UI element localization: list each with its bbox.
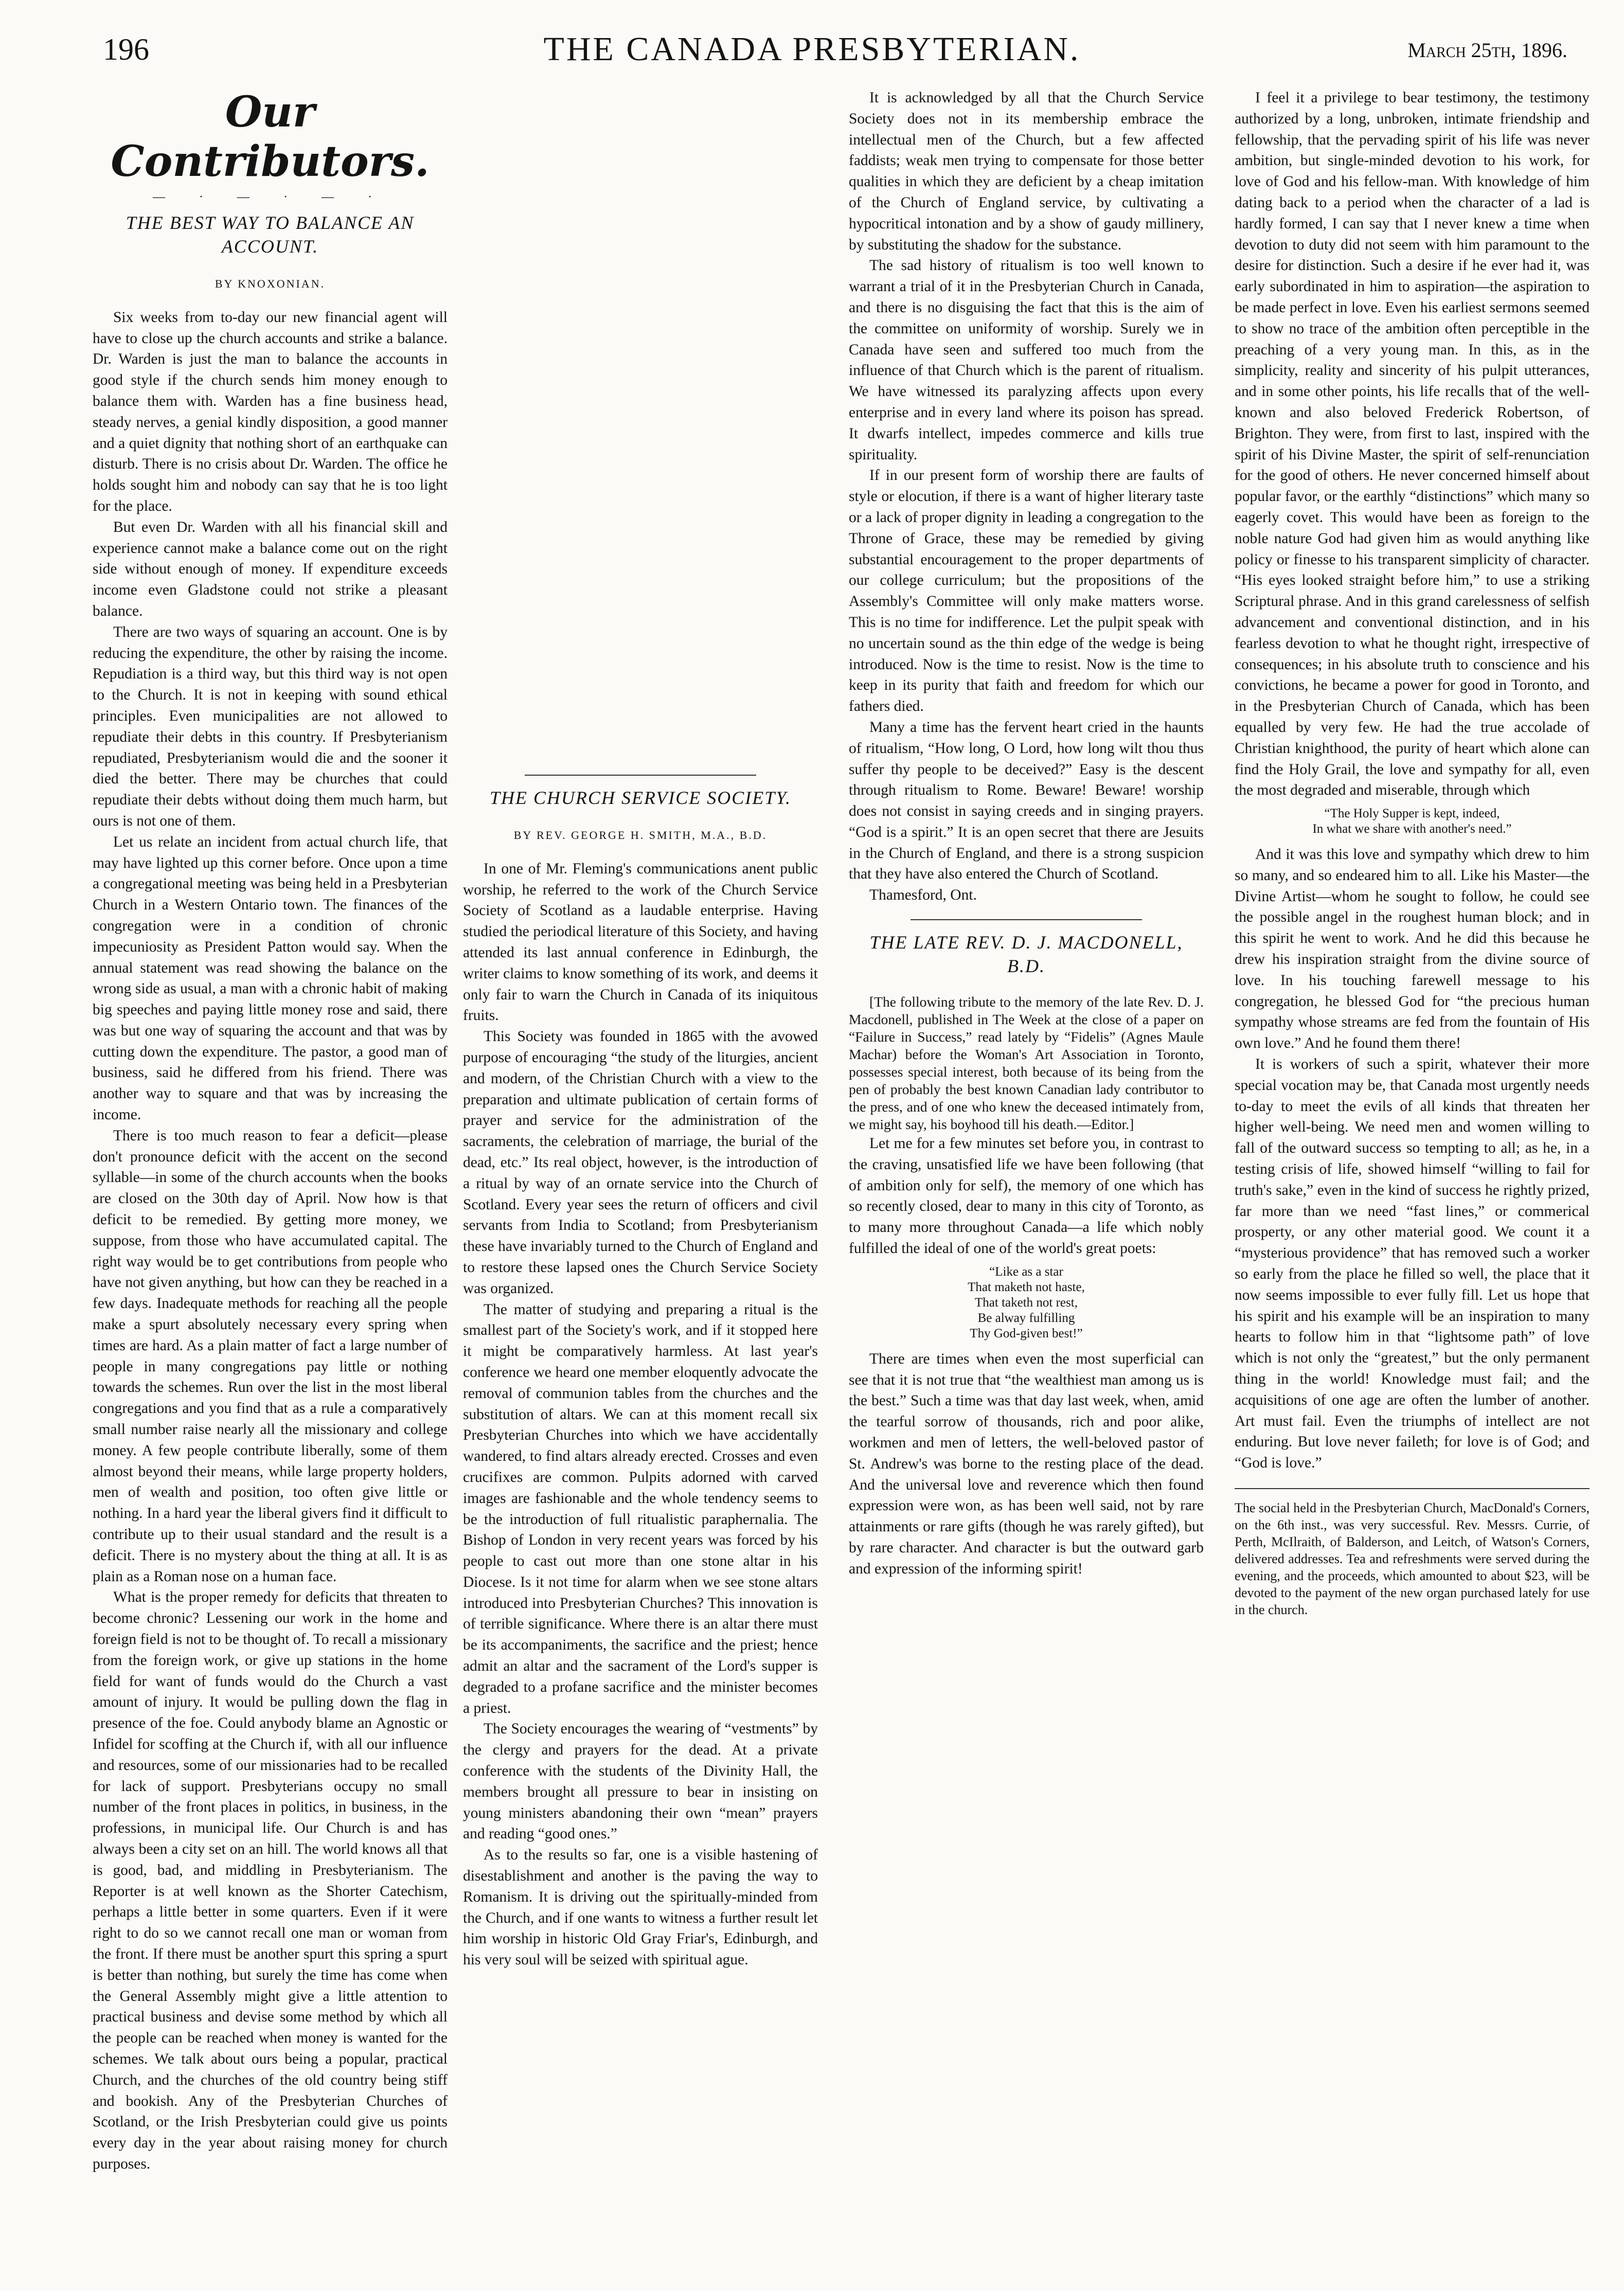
page-header [0,0,1624,77]
paragraph: There are two ways of squaring an account. One is by reducing the expenditure, the other by raising the income. Repudiation is a third way, but this third way is not open to the Church. It is not in keeping with sound ethical principles. Even municipalities are not allowed to repudiate their debts in this country. If Presbyterianism repudiated, Presbyterianism would die and the sooner it died the better. There may be churches that could repudiate their debts without doing them much harm, but ours is not one of them. [93,623,448,829]
section-heading: Our Contributors. [111,87,430,186]
verse-quote [849,1264,1204,1341]
paragraph: There are times when even the most superficial can see that it is not true that “the wealthiest man among us is the best.” Such a time was that day last week, when, amid the tearful sorrow of thousands, rich and poor alike, workmen and men of letters, the well-beloved pastor of St. Andrew's was borne to the resting place of the dead. And the universal love and reverence which then found expression were won, as has been well said, not by rare attainments or rare gifts (though he was rarely gifted), but by rare character. And character is but the outward garb and expression of the informing spirit! [849,1350,1204,1577]
divider-rule [911,919,1142,920]
verse-line: That taketh not rest, [975,1295,1078,1310]
article-title: THE BEST WAY TO BALANCE AN ACCOUNT. [126,212,415,257]
editor-intro: [The following tribute to the memory of the late Rev. D. J. Macdonell, published in The Week at the close of a paper on “Failure in Success,” read lately by “Fidelis” (Agnes Maule Machar) before the Woman's Art Association in Toronto, possesses special interest, both because of its being from the pen of probably the best known Canadian lady contributor to the press, and of one who knew the deceased intimately from, we might say, his boyhood till his death.—Editor.] [849,994,1204,1133]
verse-line: “The Holy Supper is kept, indeed, [1324,807,1500,821]
divider-rule [525,775,756,776]
paragraph: As to the results so far, one is a visible hastening of disestablishment and another is the paving the way to Romanism. It is driving out the spiritually-minded from the Church, and if one wants to witness a further result let him worship in historic Old Gray Friar's, Edinburgh, and his very soul will be seized with spiritual ague. [463,1847,818,1968]
verse-line: Be alway fulfilling [977,1311,1075,1325]
paragraph: Let me for a few minutes set before you, in contrast to the craving, unsatisfied life we have been following (that of ambition only for self), the memory of one which has so recently closed, dear to many in this city of Toronto, as to many more throughout Canada—a life which nobly fulfilled the ideal of one of the world's great poets: [849,1135,1204,1257]
paragraph: Many a time has the fervent heart cried in the haunts of ritualism, “How long, O Lord, how long wilt thou thus suffer thy people to be deceived?” Easy is the descent through ritualism to Rome. Beware! Beware! worship does not consist in saying creeds and in singing prayers. “God is a spirit.” It is an open secret that there are Jesuits in the Church of England, and there is a strong suspicion that they have also entered the Church of Scotland. [849,719,1204,883]
continued-text-spacer [463,87,818,761]
paragraph: Six weeks from to-day our new financial agent will have to close up the church accounts and strike a balance. Dr. Warden is just the man to balance the accounts in good style if the church sends him money enough to balance them with. Warden has a fine business head, steady nerves, a genial kindly disposition, a good manner and a quiet dignity that nothing short of an earthquake can disturb. There is no crisis about Dr. Warden. The office he holds sought him and nobody can say that he is too light for the place. [93,309,448,514]
article-title: THE LATE REV. D. J. MACDONELL, B.D. [869,932,1183,977]
paragraph: If in our present form of worship there are faults of style or elocution, if there is a want of higher literary taste or a lack of proper dignity in leading a congregation to the Throne of Grace, these may be remedied by giving substantial encouragement to the proper departments of our college curriculum; but the propositions of the Assembly's Committee will only make matters worse. This is no time for indifference. Let the pulpit speak with no uncertain sound as the thin edge of the wedge is being introduced. Now is the time to resist. Now is the time to keep in its purity that faith and freedom for which our fathers died. [849,467,1204,715]
church-notice: The social held in the Presbyterian Church, MacDonald's Corners, on the 6th inst., was very successful. Rev. Messrs. Currie, of Perth, McIlraith, of Balderson, and Leitch, of Watson's Corners, delivered addresses. Tea and refreshments were served during the evening, and the proceeds, which amounted to about $23, will be devoted to the payment of the new organ purchased lately for use in the church. [1235,1488,1590,1618]
paragraph: In one of Mr. Fleming's communications anent public worship, he referred to the work of the Church Service Society of Scotland as a laudable enterprise. Having studied the periodical literature of this Society, and having attended its last annual conference in Edinburgh, the writer claims to know something of its work, and deems it only fair to warn the Church in Canada of its iniquitous fruits. [463,860,818,1024]
article-signoff: Thamesford, Ont. [869,887,977,904]
verse-line: In what we share with another's need.” [1312,822,1512,836]
running-title: THE CANADA PRESBYTERIAN. [543,30,1081,68]
verse-line: “Like as a star [989,1264,1063,1279]
column-2 [463,87,818,2268]
article-title: THE CHURCH SERVICE SOCIETY. [489,787,792,808]
verse-line: Thy God-given best!” [970,1326,1083,1340]
ornament-divider: — · — · — · [153,190,387,204]
column-3 [849,87,1204,2268]
paragraph: And it was this love and sympathy which drew to him so many, and so endeared him to all. Like his Master—the Divine Artist—whom he sought to follow, he could see the possible angel in the roughest human block; and in this spirit he went to work. And he did this because he drew his inspiration straight from the divine source of love. In his touching farewell message to his congregation, he blessed God for “the precious human sympathy whose streams are fed from the fountain of His own love.” And he found them there! [1235,846,1590,1052]
column-1 [93,87,448,2268]
article-byline: BY KNOXONIAN. [215,277,326,290]
issue-date: March 25th, 1896. [1407,39,1567,62]
paragraph: This Society was founded in 1865 with the avowed purpose of encouraging “the study of the liturgies, ancient and modern, of the Christian Church with a view to the preparation and ultimate publication of certain forms of prayer and service for the administration of the sacraments, the celebration of marriage, the burial of the dead, etc.” Its real object, however, is the introduction of a ritual by way of an ornate service into the Church of Scotland. Every year sees the return of officers and civil servants from India to Scotland; from Presbyterianism these have invariably turned to the Church of England and to restore these lapsed ones the Church Service Society was organized. [463,1028,818,1297]
paragraph: The Society encourages the wearing of “vestments” by the clergy and prayers for the dead. At a private conference with the students of the Divinity Hall, the members brought all pressure to bear in insisting on young ministers abandoning their own “mean” prayers and reading “good ones.” [463,1721,818,1842]
paragraph: The matter of studying and preparing a ritual is the smallest part of the Society's work, and if it stopped here it might be comparatively harmless. At last year's conference we heard one member eloquently advocate the removal of communion tables from the churches and the substitution of altars. We can at this moment recall six Presbyterian Churches into which we have accidentally wandered, to find altars already erected. Crosses and even crucifixes are common. Pulpits adorned with carved images are fashionable and the whole tendency seems to be the introduction of full ritualistic paraphernalia. The Bishop of London in very recent years was forced by his people to cast out more than one stone altar in his Diocese. Is it not time for alarm when we see stone altars introduced into Presbyterian Churches? This innovation is of terrible significance. Where there is an altar there must be its accompaniments, the sacrifice and the priest; hence admit an altar and the sacrament of the Lord's supper is degraded to a profane sacrifice and the minister becomes a priest. [463,1301,818,1716]
page-number: 196 [103,32,149,66]
verse-line: That maketh not haste, [968,1280,1085,1294]
column-4 [1235,87,1590,2268]
paragraph: There is too much reason to fear a deficit—please don't pronounce deficit with the accent on the second syllable—in some of the church accounts when the books are closed on the 30th day of April. Now how is that deficit to be remedied. By getting more money, we suppose, from those who have accumulated capital. The right way would be to get contributions from people who have not given anything, but how can they be reached in a few days. Inadequate methods for reaching all the people make a spurt absolutely necessary every spring when times are hard. As a plain matter of fact a large number of people in many congregations pay little or nothing towards the schemes. Run over the list in the most liberal congregations and you find that as a rule a comparatively small number raise nearly all the missionary and college money. A few people contribute liberally, some of them almost beyond their means, while large property holders, men of wealth and position, too often give little or nothing. In a hard year the liberal givers find it difficult to contribute up to their usual standard and the result is a deficit. There is no mystery about the thing at all. It is as plain as a Roman nose on a human face. [93,1127,448,1585]
paragraph: It is acknowledged by all that the Church Service Society does not in its membership embrace the intellectual men of the Church, but a few affected faddists; weak men trying to compensate for those better qualities in which they are deficient by a cheap imitation of the Church of England service, by cultivating a hypocritical intonation and by a show of gaudy millinery, by substituting the shadow for the substance. [849,90,1204,253]
paragraph: What is the proper remedy for deficits that threaten to become chronic? Lessening our work in the home and foreign field is not to be thought of. To recall a missionary from the foreign work, or give up stations in the home field for want of funds would do the Church a vast amount of injury. It would be pulling down the flag in presence of the foe. Could anybody blame an Agnostic or Infidel for scoffing at the Church if, with all our influence and resources, some of our missionaries had to be recalled for lack of support. Presbyterians occupy no small number of the front places in politics, in business, in the professions, in municipal life. Our Church is and has always been a city set on an hill. The world knows all that is good, bad, and middling in Presbyterianism. The Reporter is at well known as the Shorter Catechism, perhaps a little better in some quarters. Even if it were right to do so we cannot recall one man or woman from the front. If there must be another spurt this spring a spurt is better than nothing, but surely the time has come when the General Assembly might give a little attention to practical business and devise some method by which all the people can be reached when money is wanted for the schemes. We talk about ours being a popular, practical Church, and the churches of the old country being stiff and bookish. Any of the Presbyterian Churches of Scotland, or the Irish Presbyterian could give us points every day in the year about raising money for church purposes. [93,1589,448,2172]
paragraph: I feel it a privilege to bear testimony, the testimony authorized by a long, unbroken, intimate friendship and fellowship, that the pervading spirit of his life was never ambition, but single-minded devotion to his work, for love of God and his fellow-man. With knowledge of him dating back to a period when the character of a lad is hardly formed, I can say that I never knew a time when devotion to duty did not seem with him paramount to the desire for distinction. Such a desire if he ever had it, was early subordinated in him to aspiration—the aspiration to be made perfect in love. Even his earliest sermons seemed to show no trace of the ambition often perceptible in the preaching of a very young man. In this, as in the simplicity, reality and sincerity of his pulpit utterances, and in some other points, his life recalls that of the well-known and also beloved Frederick Robertson, of Brighton. They were, from first to last, inspired with the spirit of his Divine Master, the spirit of self-renunciation for the good of others. He never concerned himself about popular favor, or the earthly “distinctions” which many so eagerly covet. This would have been as foreign to the noble nature God had given him as would anything like policy or finesse to his transparent simplicity of character. “His eyes looked straight before him,” to use a striking Scriptural phrase. And in this grand carelessness of selfish advancement and conventional distinction, and in his fearless devotion to what he thought right, irrespective of consequences; in his absolute truth to conscience and his convictions, he became a power for good in Toronto, and in the Presbyterian Church of Canada, which has been equalled by very few. He had the true accolade of Christian knighthood, the purity of heart which alone can find the Holy Grail, the love and sympathy for all, even the most degraded and miserable, through which [1235,90,1590,799]
verse-quote [1235,806,1590,837]
paragraph: The sad history of ritualism is too well known to warrant a trial of it in the Presbyterian Church in Canada, and there is no disguising the fact that this is the aim of the committee on uniformity of worship. Surely we in Canada have seen and suffered too much from the influence of that Church which is the parent of ritualism. We have witnessed its paralyzing affects upon every enterprise and in every land where its poison has spread. It dwarfs intellect, impedes commerce and kills true spirituality. [849,257,1204,463]
paragraph: Let us relate an incident from actual church life, that may have lighted up this corner before. Once upon a time a congregational meeting was being held in a Presbyterian Church in a Western Ontario town. The finances of the congregation were in a condition of chronic impecuniosity as President Patton would say. When the annual statement was read showing the balance on the wrong side as usual, a man with a chronic habit of making big speeches and paying little money rose and said, there was but one way of squaring the account and that was by cutting down the expenditure. The pastor, a good man of business, said he differed from his friend. There was another way to square and that was by increasing the income. [93,833,448,1123]
article-byline: BY REV. GEORGE H. SMITH, M.A., B.D. [513,829,768,842]
paragraph: But even Dr. Warden with all his financial skill and experience cannot make a balance come out on the right side without enough of money. If expenditure exceeds income even Gladstone could not strike a pleasant balance. [93,518,448,619]
paragraph: It is workers of such a spirit, whatever their more special vocation may be, that Canada most urgently needs to-day to meet the evils of all kinds that threaten her higher well-being. We need men and women willing to fall of the outward success so tempting to all; as he, in a testing crisis of life, showed himself “willing to fail for truth's sake,” even in the kind of success he rightly prized, far more than we need “fast lines,” or commerical prosperty, or any other material good. We count it a “mysterious providence” that has removed such a worker so early from the place he filled so well, the place that it now seems impossible to ever fully fill. Let us hope that his spirit and his example will be an inspiration to many hearts to follow him in that “lightsome path” of love which is not only the “greatest,” but the only permanent thing in the world! Knowledge must fail; and the acquisitions of one age are often the lumber of another. Art must fail. Even the triumphs of intellect are not enduring. But love never faileth; for love is of God; and “God is love.” [1235,1056,1590,1472]
